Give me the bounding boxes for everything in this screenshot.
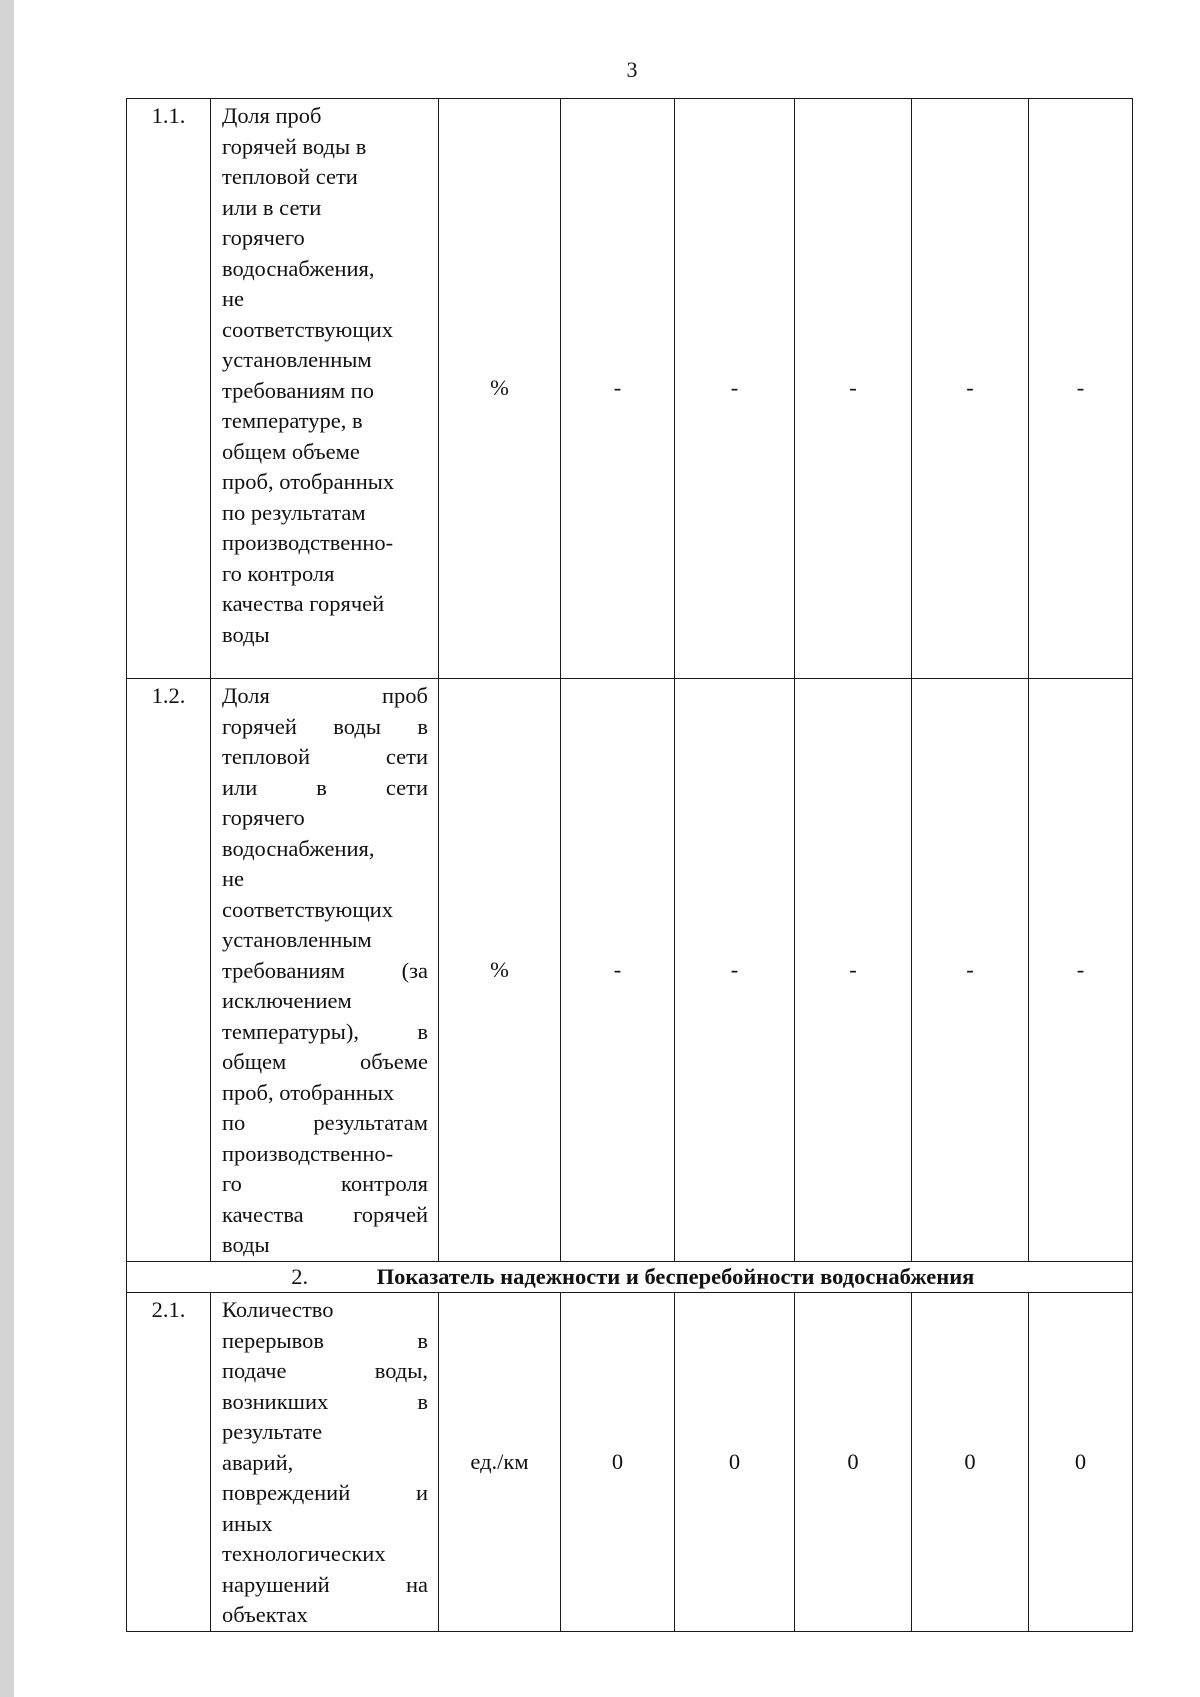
value-cell: - <box>795 99 912 679</box>
name-line: температуре, в <box>222 408 363 433</box>
name-line: исключением <box>222 988 352 1013</box>
value-cell: - <box>1029 679 1133 1262</box>
value-cell: - <box>795 679 912 1262</box>
name-line: горячей воды в <box>222 713 428 739</box>
name-line: воды <box>222 621 270 647</box>
name-line: результате <box>222 1419 323 1444</box>
name-line: нарушений на <box>222 1571 428 1597</box>
table-row <box>127 679 1133 1262</box>
unit-cell: % <box>439 679 561 1262</box>
name-line: аварий, <box>222 1449 294 1475</box>
name-line: проб, отобранных <box>222 1079 395 1105</box>
name-line: соответствующих <box>222 316 393 342</box>
page-number: 3 <box>626 57 638 82</box>
value-cell: 0 <box>1029 1293 1133 1632</box>
table-row <box>127 99 1133 679</box>
indicator-name <box>211 1293 439 1632</box>
section-number: 2. <box>291 1263 309 1289</box>
name-line: или в сети <box>222 194 322 220</box>
name-line: иных <box>222 1510 273 1536</box>
name-line: требованиям по <box>222 377 374 403</box>
name-line: общем объеме <box>222 1049 428 1074</box>
value-cell: - <box>1029 99 1133 679</box>
unit-cell: % <box>439 99 561 679</box>
name-line: го контроля <box>222 560 335 586</box>
name-line: горячей воды в <box>222 133 367 159</box>
name-line: воды <box>222 1232 270 1257</box>
indicators-table <box>126 98 1133 1632</box>
row-number: 2.1. <box>127 1293 211 1632</box>
name-line: перерывов в <box>222 1327 428 1353</box>
name-line: установленным <box>222 927 372 952</box>
name-line: Доля проб <box>222 103 322 128</box>
name-line: или в сети <box>222 774 428 800</box>
section-title: Показатель надежности и бесперебойности водоснабжения <box>376 1263 975 1289</box>
value-cell: 0 <box>675 1293 795 1632</box>
name-line: требованиям (за <box>222 957 428 983</box>
name-line: возникших в <box>222 1388 428 1414</box>
value-cell: - <box>561 679 675 1262</box>
name-line: качества горячей <box>222 591 385 616</box>
unit-cell: ед./км <box>439 1293 561 1632</box>
name-line: технологических <box>222 1541 386 1566</box>
name-line: повреждений и <box>222 1480 428 1505</box>
name-line: по результатам <box>222 1110 428 1135</box>
name-line: не <box>222 286 245 311</box>
section-header <box>127 1261 1133 1293</box>
name-line: горячего <box>222 805 305 830</box>
name-line: Доля проб <box>222 683 428 708</box>
row-number: 1.1. <box>127 99 211 679</box>
section-header-row <box>127 1261 1133 1293</box>
name-line: водоснабжения, <box>222 835 375 861</box>
name-line: горячего <box>222 225 305 250</box>
value-cell: - <box>912 679 1029 1262</box>
indicator-name <box>211 679 439 1262</box>
name-line: водоснабжения, <box>222 255 375 281</box>
value-cell: - <box>912 99 1029 679</box>
value-cell: - <box>561 99 675 679</box>
name-line: соответствующих <box>222 896 393 922</box>
indicator-name <box>211 99 439 679</box>
name-line: проб, отобранных <box>222 469 395 494</box>
name-line: тепловой сети <box>222 164 358 189</box>
name-line: тепловой сети <box>222 744 428 769</box>
name-line: го контроля <box>222 1171 428 1196</box>
name-line: Количество <box>222 1297 334 1322</box>
row-number: 1.2. <box>127 679 211 1262</box>
name-line: производственно- <box>222 1140 394 1166</box>
value-cell: - <box>675 679 795 1262</box>
name-line: не <box>222 866 245 891</box>
name-line: температуры), в <box>222 1018 428 1044</box>
value-cell: 0 <box>912 1293 1029 1632</box>
value-cell: 0 <box>561 1293 675 1632</box>
name-line: производственно- <box>222 530 394 555</box>
value-cell: - <box>675 99 795 679</box>
table-row <box>127 1293 1133 1632</box>
scan-left-edge <box>0 0 14 1697</box>
name-line: объектах <box>222 1602 308 1627</box>
name-line: по результатам <box>222 499 366 525</box>
name-line: общем объеме <box>222 438 360 464</box>
name-line: подаче воды, <box>222 1358 428 1383</box>
name-line: качества горячей <box>222 1201 428 1227</box>
value-cell: 0 <box>795 1293 912 1632</box>
name-line: установленным <box>222 347 372 372</box>
